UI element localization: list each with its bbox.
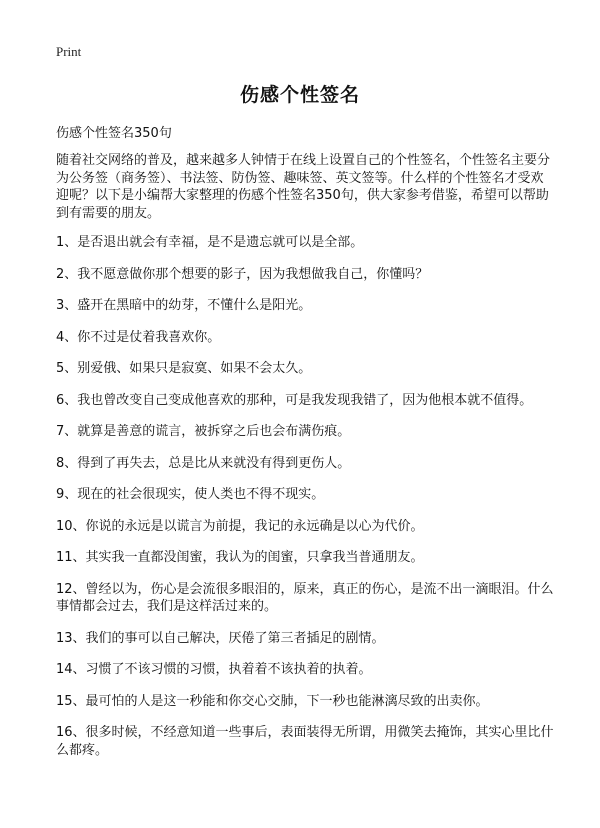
list-item: 12、曾经以为，伤心是会流很多眼泪的，原来，真正的伤心，是流不出一滴眼泪。什么事情都会过去，我们是这样活过来的。 <box>56 581 554 614</box>
list-item: 15、最可怕的人是这一秒能和你交心交肺，下一秒也能淋漓尽致的出卖你。 <box>56 693 489 709</box>
list-item: 11、其实我一直都没闺蜜，我认为的闺蜜，只拿我当普通朋友。 <box>56 550 424 565</box>
list-item: 5、别爱俄、如果只是寂寞、如果不会太久。 <box>56 361 312 376</box>
list-item: 8、得到了再失去，总是比从来就没有得到更伤人。 <box>56 455 351 471</box>
print-link[interactable]: Print <box>56 44 82 59</box>
list-item: 14、习惯了不该习惯的习惯，执着着不该执着的执着。 <box>56 662 372 677</box>
list-item: 9、现在的社会很现实，使人类也不得不现实。 <box>56 487 325 502</box>
list-item: 4、你不过是仗着我喜欢你。 <box>56 329 221 345</box>
intro-paragraph: 随着社交网络的普及，越来越多人钟情于在线上设置自己的个性签名，个性签名主要分为公务签（商务签）、书法签、防伪签、趣味签、英文签等。什么样的个性签名才受欢迎呢？以下是小编帮大家整理的伤感个性签名350句，供大家参考借鉴，希望可以帮助到有需要的朋友。 <box>56 153 551 221</box>
list-item: 13、我们的事可以自己解决，厌倦了第三者插足的剧情。 <box>56 630 385 646</box>
list-item: 16、很多时候，不经意知道一些事后，表面装得无所谓，用微笑去掩饰，其实心里比什么都疼。 <box>56 725 554 758</box>
list-item: 2、我不愿意做你那个想要的影子，因为我想做我自己，你懂吗？ <box>56 266 429 282</box>
list-item: 3、盛开在黑暗中的幼芽，不懂什么是阳光。 <box>56 298 312 313</box>
signature-list <box>56 234 556 773</box>
list-item: 10、你说的永远是以谎言为前提，我记的永远确是以心为代价。 <box>56 518 424 534</box>
page-title: 伤感个性签名 <box>239 84 360 106</box>
page-subtitle: 伤感个性签名350句 <box>56 126 172 141</box>
list-item: 7、就算是善意的谎言，被拆穿之后也会布满伤痕。 <box>56 424 351 439</box>
list-item: 1、是否退出就会有幸福，是不是遗忘就可以是全部。 <box>56 235 364 250</box>
list-item: 6、我也曾改变自己变成他喜欢的那种，可是我发现我错了，因为他根本就不值得。 <box>56 392 533 408</box>
